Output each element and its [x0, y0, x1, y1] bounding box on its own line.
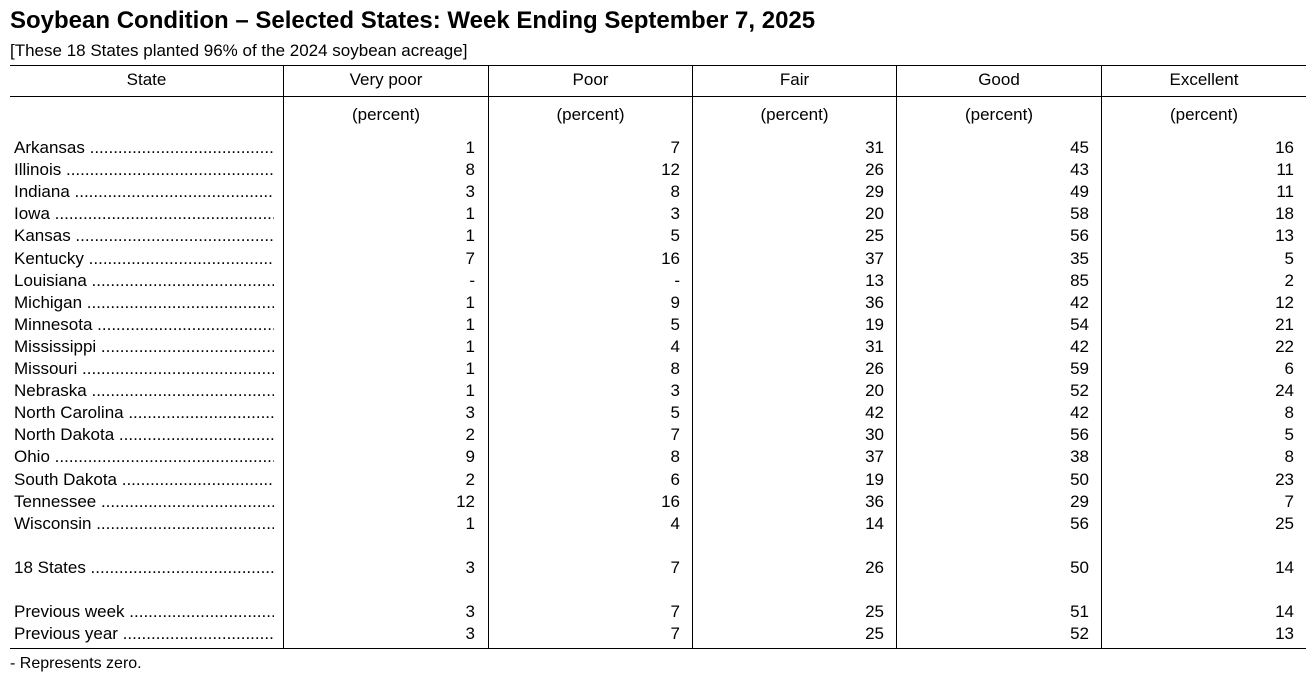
dot-leader	[84, 249, 274, 268]
unit-label: (percent)	[1169, 105, 1239, 124]
value-fair: 29	[865, 182, 884, 202]
value-very-poor: 1	[465, 336, 475, 356]
value-poor: 16	[661, 248, 680, 268]
value-good: 38	[1070, 447, 1089, 467]
state-name	[14, 160, 274, 182]
unit-label: (percent)	[760, 105, 829, 124]
value-poor: 7	[670, 558, 680, 577]
value-fair: 36	[865, 292, 884, 312]
footnote: - Represents zero.	[10, 655, 142, 672]
value-very-poor: 2	[465, 469, 475, 489]
value-poor: 5	[670, 403, 680, 423]
value-excellent: 8	[1284, 403, 1294, 423]
state-name	[14, 381, 274, 403]
value-good: 35	[1070, 248, 1089, 268]
value-fair: 42	[865, 403, 884, 423]
value-excellent: 5	[1284, 425, 1294, 445]
value-good: 45	[1070, 138, 1089, 157]
value-excellent: 25	[1275, 513, 1294, 533]
value-good: 52	[1070, 381, 1089, 401]
state-name	[14, 558, 274, 580]
value-fair: 20	[865, 381, 884, 401]
value-excellent: 21	[1275, 314, 1294, 334]
value-very-poor: 1	[465, 381, 475, 401]
value-poor: 3	[670, 204, 680, 224]
value-good: 56	[1070, 513, 1089, 533]
state-name	[14, 182, 274, 204]
state-name	[14, 403, 274, 425]
value-excellent: 13	[1275, 226, 1294, 246]
state-name	[14, 470, 274, 492]
unit-label: (percent)	[351, 105, 421, 124]
value-excellent: 11	[1276, 182, 1294, 202]
dot-leader	[86, 558, 274, 577]
value-very-poor: 3	[465, 403, 475, 423]
value-very-poor: 1	[465, 292, 475, 312]
dot-leader	[82, 293, 274, 312]
state-name	[14, 337, 274, 359]
value-fair: 36	[865, 491, 884, 511]
dot-leader	[50, 204, 274, 223]
value-very-poor: 3	[465, 624, 475, 643]
value-poor: 4	[670, 513, 680, 533]
value-fair: 19	[865, 469, 884, 489]
state-name	[14, 492, 274, 514]
value-good: 42	[1070, 403, 1089, 423]
state-label: 18 States	[14, 558, 86, 577]
dot-leader	[118, 624, 274, 643]
value-excellent: 24	[1275, 381, 1294, 401]
state-name	[14, 514, 274, 536]
value-poor: 8	[670, 359, 680, 378]
value-very-poor: 8	[465, 160, 475, 180]
value-very-poor: 1	[465, 359, 475, 378]
dot-leader	[87, 271, 274, 290]
state-name	[14, 624, 274, 646]
column-header-good: Good	[978, 70, 1020, 89]
state-name	[14, 447, 274, 469]
value-good: 59	[1070, 359, 1089, 378]
dot-leader	[50, 447, 274, 466]
value-poor: 7	[670, 425, 680, 445]
dot-leader	[87, 381, 274, 400]
state-label: North Dakota	[14, 425, 115, 445]
dot-leader	[91, 514, 274, 533]
state-label: Missouri	[14, 359, 78, 378]
state-label: Mississippi	[14, 336, 97, 356]
value-very-poor: 1	[465, 138, 475, 157]
value-good: 51	[1070, 602, 1089, 621]
value-good: 52	[1070, 624, 1089, 643]
value-excellent: 14	[1275, 602, 1294, 621]
dot-leader	[114, 425, 274, 444]
page-title: Soybean Condition – Selected States: Week Ending September 7, 2025	[10, 7, 816, 34]
value-very-poor: 1	[465, 513, 475, 533]
state-label: Wisconsin	[14, 513, 92, 533]
dot-leader	[125, 602, 274, 621]
value-poor: 7	[670, 602, 680, 621]
state-name	[14, 602, 274, 624]
value-good: 49	[1070, 182, 1089, 202]
value-excellent: 18	[1275, 204, 1294, 224]
dot-leader	[85, 138, 274, 157]
column-header-very-poor: Very poor	[349, 70, 423, 89]
state-label: Nebraska	[14, 381, 87, 401]
value-fair: 19	[865, 314, 884, 334]
value-poor: 5	[670, 314, 680, 334]
value-poor: 7	[670, 138, 680, 157]
state-name	[14, 315, 274, 337]
state-name	[14, 425, 274, 447]
value-excellent: 12	[1275, 292, 1294, 312]
value-very-poor: 1	[465, 204, 475, 224]
state-label: Michigan	[14, 292, 83, 312]
state-name	[14, 138, 274, 160]
value-very-poor: 3	[465, 182, 475, 202]
value-excellent: 5	[1284, 248, 1294, 268]
value-fair: 25	[865, 602, 884, 621]
value-poor: 16	[661, 491, 680, 511]
value-poor: 12	[661, 160, 680, 180]
value-good: 43	[1070, 160, 1089, 180]
dot-leader	[71, 226, 274, 245]
state-name	[14, 293, 274, 315]
value-good: 42	[1070, 292, 1089, 312]
state-label: Minnesota	[14, 314, 93, 334]
value-excellent: 2	[1284, 270, 1294, 290]
dot-leader	[61, 160, 274, 179]
dot-leader	[96, 492, 274, 511]
value-good: 58	[1070, 204, 1089, 224]
value-very-poor: -	[469, 270, 475, 290]
state-label: Iowa	[14, 204, 50, 224]
column-header-fair: Fair	[779, 70, 810, 89]
dot-leader	[92, 315, 274, 334]
value-fair: 26	[865, 160, 884, 180]
column-header-state: State	[126, 70, 167, 89]
state-label: South Dakota	[14, 469, 118, 489]
state-label: Kentucky	[14, 248, 84, 268]
value-fair: 37	[865, 447, 884, 467]
value-excellent: 6	[1284, 359, 1294, 378]
value-poor: 9	[670, 292, 680, 312]
state-name	[14, 271, 274, 293]
value-very-poor: 1	[465, 226, 475, 246]
page-subtitle: [These 18 States planted 96% of the 2024 soybean acreage]	[10, 41, 468, 60]
value-fair: 26	[865, 359, 884, 378]
dot-leader	[96, 337, 274, 356]
value-good: 50	[1070, 558, 1089, 577]
value-good: 50	[1070, 469, 1089, 489]
state-label: Previous year	[14, 624, 118, 643]
value-excellent: 16	[1275, 138, 1294, 157]
value-excellent: 13	[1275, 624, 1294, 643]
value-very-poor: 2	[465, 425, 475, 445]
value-excellent: 11	[1276, 160, 1294, 180]
state-label: Ohio	[14, 447, 50, 467]
value-excellent: 8	[1284, 447, 1294, 467]
state-label: Illinois	[14, 160, 62, 180]
unit-label: (percent)	[556, 105, 625, 124]
value-good: 85	[1070, 270, 1089, 290]
value-good: 29	[1070, 491, 1089, 511]
value-very-poor: 7	[465, 248, 475, 268]
value-good: 56	[1070, 425, 1089, 445]
value-poor: -	[674, 270, 680, 290]
dot-leader	[70, 182, 274, 201]
value-good: 56	[1070, 226, 1089, 246]
state-label: Kansas	[14, 226, 71, 246]
value-excellent: 23	[1275, 469, 1294, 489]
value-excellent: 22	[1275, 336, 1294, 356]
state-label: Previous week	[14, 602, 125, 621]
value-fair: 13	[865, 270, 884, 290]
column-header-poor: Poor	[572, 70, 609, 89]
value-very-poor: 1	[465, 314, 475, 334]
value-poor: 6	[670, 469, 680, 489]
value-good: 54	[1070, 314, 1089, 334]
dot-leader	[117, 470, 274, 489]
state-name	[14, 204, 274, 226]
value-fair: 20	[865, 204, 884, 224]
value-very-poor: 9	[465, 447, 475, 467]
value-fair: 37	[865, 248, 884, 268]
column-header-excellent: Excellent	[1169, 70, 1239, 89]
state-label: Arkansas	[14, 138, 85, 157]
state-name	[14, 226, 274, 248]
value-poor: 8	[670, 182, 680, 202]
state-label: North Carolina	[14, 403, 124, 423]
state-label: Tennessee	[14, 491, 97, 511]
value-poor: 8	[670, 447, 680, 467]
value-very-poor: 3	[465, 602, 475, 621]
state-name	[14, 249, 274, 271]
value-poor: 4	[670, 336, 680, 356]
value-fair: 31	[865, 336, 884, 356]
value-poor: 7	[670, 624, 680, 643]
value-fair: 14	[865, 513, 884, 533]
state-label: Louisiana	[14, 270, 87, 290]
unit-label: (percent)	[964, 105, 1034, 124]
value-poor: 5	[670, 226, 680, 246]
value-poor: 3	[670, 381, 680, 401]
value-excellent: 7	[1284, 491, 1294, 511]
value-fair: 31	[865, 138, 884, 157]
value-good: 42	[1070, 336, 1089, 356]
value-fair: 25	[865, 226, 884, 246]
state-name	[14, 359, 274, 381]
dot-leader	[124, 403, 274, 422]
value-very-poor: 3	[465, 558, 475, 577]
dot-leader	[77, 359, 274, 378]
value-fair: 30	[865, 425, 884, 445]
value-excellent: 14	[1275, 558, 1294, 577]
value-fair: 26	[865, 558, 884, 577]
value-very-poor: 12	[456, 491, 475, 511]
value-fair: 25	[865, 624, 884, 643]
state-label: Indiana	[14, 182, 70, 202]
